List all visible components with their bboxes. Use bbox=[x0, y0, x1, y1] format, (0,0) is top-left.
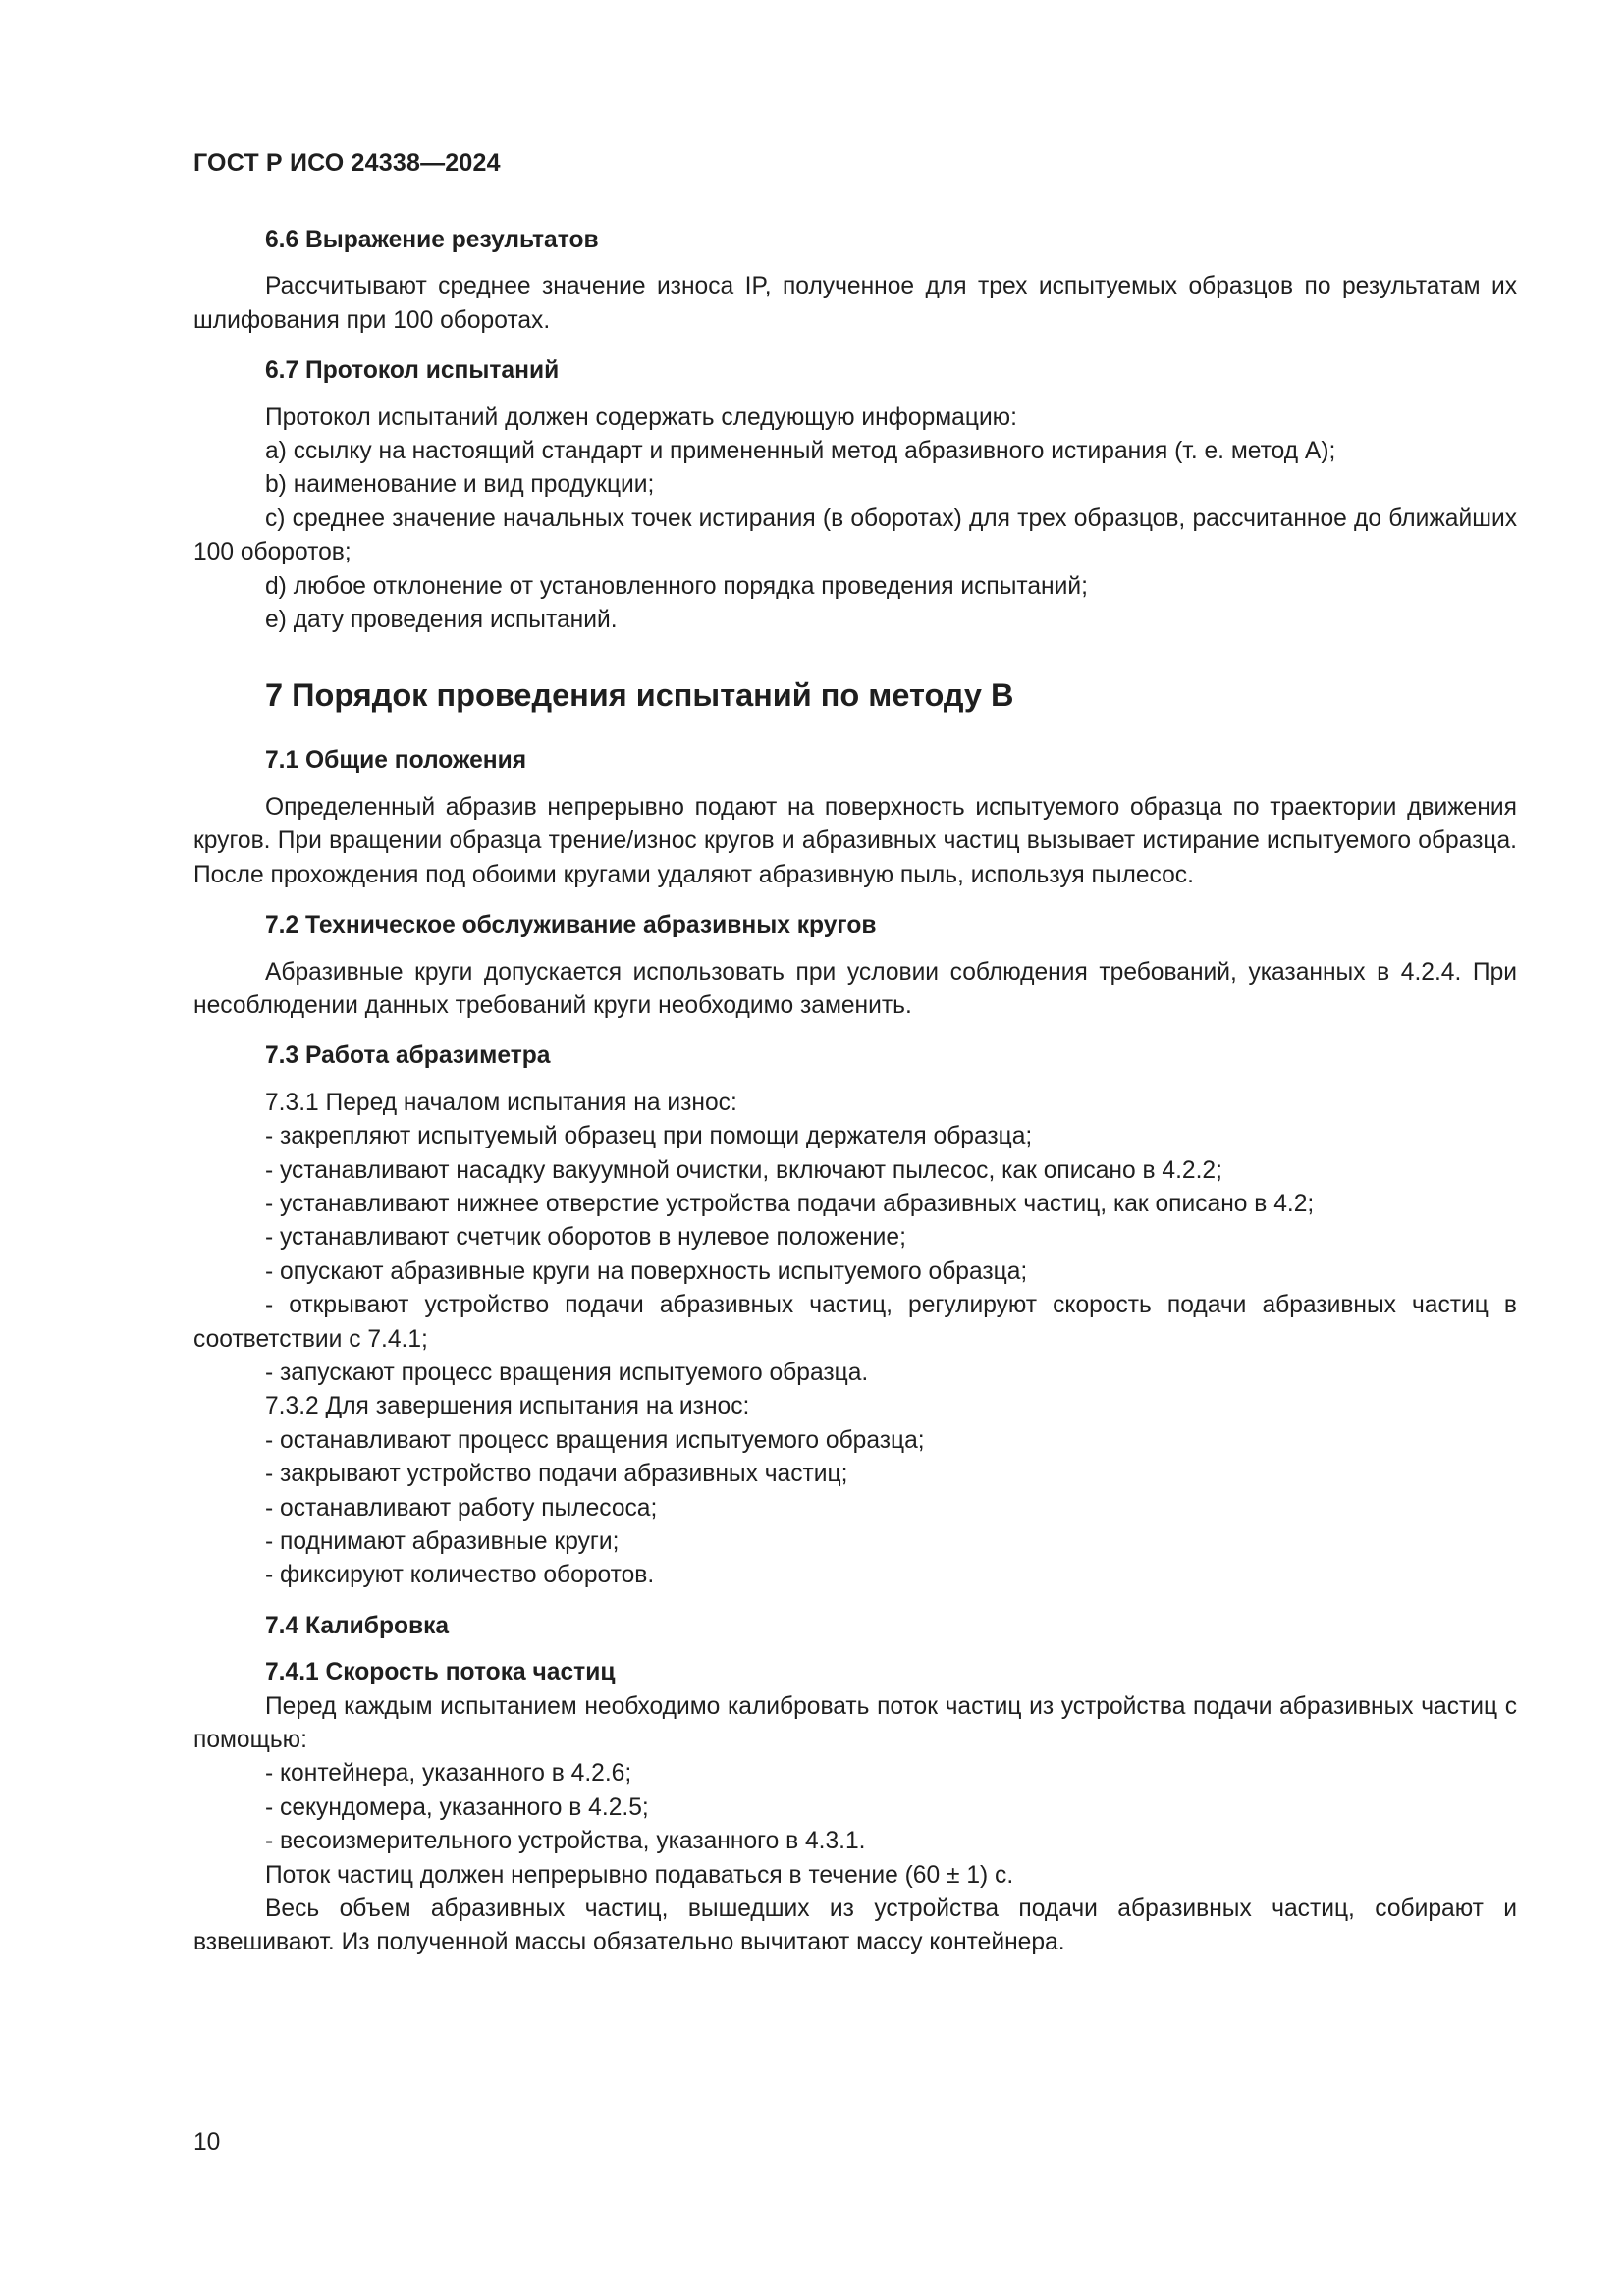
list-item: - устанавливают насадку вакуумной очистки, включают пылесос, как описано в 4.2.2; bbox=[265, 1156, 1222, 1184]
list-item: c) среднее значение начальных точек истирания (в оборотах) для трех образцов, рассчитанное до ближайших 100 оборотов; bbox=[193, 505, 1517, 566]
list-item: - устанавливают нижнее отверстие устройства подачи абразивных частиц, как описано в 4.2; bbox=[265, 1190, 1315, 1217]
page-number: 10 bbox=[193, 2129, 221, 2156]
list-item: - останавливают процесс вращения испытуемого образца; bbox=[265, 1426, 925, 1454]
list-item: - секундомера, указанного в 4.2.5; bbox=[265, 1793, 649, 1821]
subsection-7-4-1-text-2: Весь объем абразивных частиц, вышедших из устройства подачи абразивных частиц, собирают и взвешивают. Из полученной массы обязательно вычитают массу контейнера. bbox=[193, 1896, 1517, 1956]
list-item: - контейнера, указанного в 4.2.6; bbox=[265, 1760, 632, 1788]
section-7-1-text: Определенный абразив непрерывно подают на поверхность испытуемого образца по траектории движения кругов. При вращении образца трение/износ кругов и абразивных частиц вызывает истирание испытуемого образца. После прохождения под обоими кругами удаляют абразивную пыль, используя пылесос. bbox=[193, 793, 1517, 888]
section-7-3-heading: 7.3 Работа абразиметра bbox=[265, 1042, 551, 1070]
list-item: - весоизмерительного устройства, указанного в 4.3.1. bbox=[265, 1828, 866, 1855]
list-item: b) наименование и вид продукции; bbox=[265, 471, 655, 499]
list-item: d) любое отклонение от установленного порядка проведения испытаний; bbox=[265, 572, 1088, 600]
section-6-6-heading: 6.6 Выражение результатов bbox=[265, 227, 599, 253]
subsection-7-4-1-text-1: Поток частиц должен непрерывно подаваться в течение (60 ± 1) с. bbox=[265, 1861, 1014, 1889]
section-7-4-heading: 7.4 Калибровка bbox=[265, 1612, 450, 1639]
list-item: a) ссылку на настоящий стандарт и примененный метод абразивного истирания (т. е. метод А); bbox=[265, 438, 1336, 465]
section-7-2-text: Абразивные круги допускается использовать при условии соблюдения требований, указанных в 4.2.4. При несоблюдении данных требований круги необходимо заменить. bbox=[193, 958, 1517, 1019]
list-item: - открывают устройство подачи абразивных частиц, регулируют скорость подачи абразивных частиц в соответствии с 7.4.1; bbox=[193, 1292, 1517, 1353]
subsection-7-4-1-heading: 7.4.1 Скорость потока частиц bbox=[265, 1659, 616, 1686]
section-7-2-heading: 7.2 Техническое обслуживание абразивных кругов bbox=[265, 912, 877, 939]
list-item: - фиксируют количество оборотов. bbox=[265, 1562, 655, 1589]
list-item: - поднимают абразивные круги; bbox=[265, 1528, 620, 1555]
subsection-7-4-1-intro: Перед каждым испытанием необходимо калибровать поток частиц из устройства подачи абразивных частиц с помощью: bbox=[193, 1692, 1517, 1754]
document-body bbox=[193, 224, 1517, 1960]
section-6-7-heading: 6.7 Протокол испытаний bbox=[265, 357, 560, 385]
section-7-heading: 7 Порядок проведения испытаний по методу В bbox=[265, 677, 1014, 714]
list-item: - закрепляют испытуемый образец при помощи держателя образца; bbox=[265, 1123, 1033, 1150]
section-6-7-intro: Протокол испытаний должен содержать следующую информацию: bbox=[265, 403, 1017, 431]
document-code-header: ГОСТ Р ИСО 24338—2024 bbox=[193, 149, 501, 177]
section-7-1-heading: 7.1 Общие положения bbox=[265, 747, 527, 774]
list-item: - запускают процесс вращения испытуемого образца. bbox=[265, 1359, 869, 1386]
list-item: - останавливают работу пылесоса; bbox=[265, 1494, 658, 1522]
list-item: e) дату проведения испытаний. bbox=[265, 607, 618, 634]
list-item: - закрывают устройство подачи абразивных частиц; bbox=[265, 1461, 848, 1488]
subsection-7-3-1-title: 7.3.1 Перед началом испытания на износ: bbox=[265, 1089, 737, 1116]
list-item: - опускают абразивные круги на поверхность испытуемого образца; bbox=[265, 1257, 1028, 1285]
list-item: - устанавливают счетчик оборотов в нулевое положение; bbox=[265, 1224, 906, 1252]
section-6-6-text: Рассчитывают среднее значение износа IP, полученное для трех испытуемых образцов по результатам их шлифования при 100 оборотах. bbox=[193, 273, 1517, 334]
subsection-7-3-2-title: 7.3.2 Для завершения испытания на износ: bbox=[265, 1393, 750, 1420]
